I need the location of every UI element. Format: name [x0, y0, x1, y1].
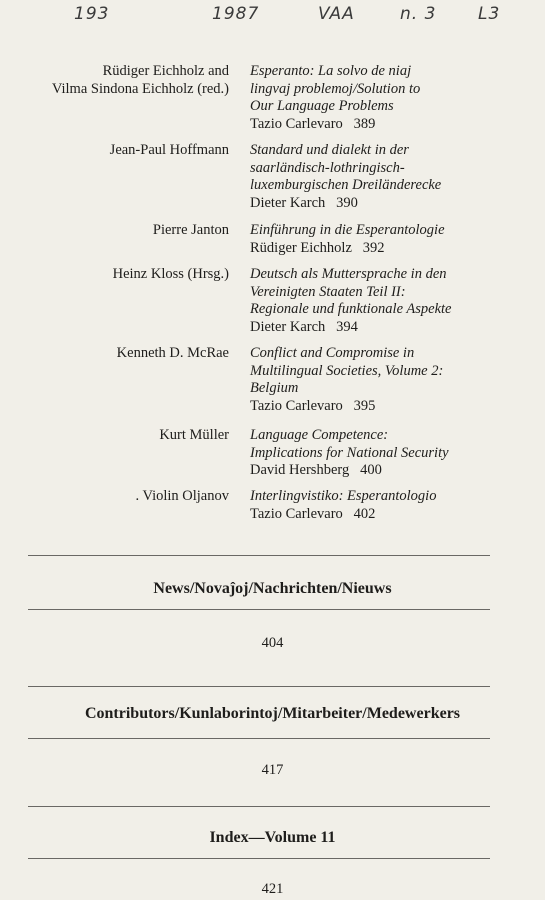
- reviewer-name: Dieter Karch: [250, 194, 326, 211]
- divider: [28, 738, 490, 739]
- book-work: [250, 345, 540, 415]
- book-title-line: saarländisch-lothringisch-: [250, 159, 405, 176]
- section-page-number: 417: [261, 762, 284, 778]
- reviewer-name: Tazio Carlevaro: [250, 505, 343, 522]
- section-heading: News/Novaĵoj/Nachrichten/Nieuws: [153, 580, 392, 597]
- reviewer-name: Rüdiger Eichholz: [250, 239, 352, 256]
- reviewer-line: [250, 462, 540, 480]
- section-page-number: 421: [261, 881, 284, 897]
- book-work: [250, 63, 540, 133]
- reviewer-line: [250, 240, 540, 258]
- page-number: 402: [353, 505, 376, 522]
- book-work: [250, 142, 540, 212]
- book-title-line: Interlingvistiko: Esperantologio: [250, 488, 437, 504]
- book-title-line: Conflict and Compromise in: [250, 345, 415, 361]
- page-number: 389: [353, 115, 376, 132]
- book-title-line: luxemburgischen Dreiländerecke: [250, 177, 442, 193]
- reviewer-name: Tazio Carlevaro: [250, 115, 343, 132]
- book-title-line: Esperanto: La solvo de niaj: [250, 63, 412, 79]
- page-number: 390: [336, 194, 358, 211]
- handwritten-note: L3: [478, 4, 501, 24]
- handwritten-note: 1987: [212, 4, 260, 24]
- author-line: Rüdiger Eichholz and: [102, 63, 229, 79]
- reviewer-name: Dieter Karch: [250, 318, 326, 335]
- book-title-line: Multilingual Societies, Volume 2:: [250, 362, 444, 379]
- section-heading: Contributors/Kunlaborintoj/Mitarbeiter/Medewerkers: [84, 705, 461, 722]
- reviewer-line: [250, 116, 540, 134]
- reviewer-line: [250, 195, 540, 213]
- book-title-line: lingvaj problemoj/Solution to: [250, 80, 421, 97]
- book-author: Pierre Janton: [152, 222, 229, 238]
- book-work: [250, 427, 540, 480]
- page-number: 394: [336, 318, 358, 335]
- book-author: Jean-Paul Hoffmann: [109, 142, 229, 158]
- reviewer-line: [250, 319, 540, 337]
- book-title-line: Standard und dialekt in der: [250, 142, 409, 158]
- page-number: 395: [353, 397, 376, 414]
- book-title-line: Deutsch als Muttersprache in den: [250, 266, 447, 282]
- handwritten-note: VAA: [318, 4, 355, 24]
- book-title-line: Language Competence:: [250, 427, 389, 443]
- section-heading: Index—Volume 11: [209, 829, 336, 846]
- book-author: Kenneth D. McRae: [116, 345, 229, 361]
- reviewer-name: Tazio Carlevaro: [250, 397, 343, 414]
- handwritten-note: 193: [74, 4, 110, 24]
- book-title-line: Implications for National Security: [250, 444, 449, 461]
- book-work: [250, 266, 540, 336]
- book-work: [250, 488, 540, 523]
- book-work: [250, 222, 540, 257]
- reviewer-line: [250, 398, 540, 416]
- book-title-line: Einführung in die Esperantologie: [250, 222, 445, 238]
- reviewer-line: [250, 506, 540, 524]
- page-number: 392: [362, 239, 385, 256]
- divider: [28, 806, 490, 807]
- book-title-line: Our Language Problems: [250, 98, 394, 114]
- author-line: Vilma Sindona Eichholz (red.): [51, 80, 229, 97]
- book-title-line: Belgium: [250, 380, 299, 396]
- divider: [28, 609, 490, 610]
- divider: [28, 858, 490, 859]
- section-page-number: 404: [261, 635, 284, 651]
- handwritten-note: n. 3: [400, 4, 437, 24]
- book-title-line: Vereinigten Staaten Teil II:: [250, 283, 406, 300]
- book-author: Heinz Kloss (Hrsg.): [112, 266, 229, 282]
- page-number: 400: [360, 462, 382, 478]
- book-author: Kurt Müller: [159, 427, 229, 443]
- divider: [28, 555, 490, 556]
- book-author: . Violin Oljanov: [135, 488, 229, 504]
- book-title-line: Regionale und funktionale Aspekte: [250, 301, 452, 317]
- divider: [28, 686, 490, 687]
- reviewer-name: David Hershberg: [250, 462, 350, 478]
- book-author: [4, 63, 229, 98]
